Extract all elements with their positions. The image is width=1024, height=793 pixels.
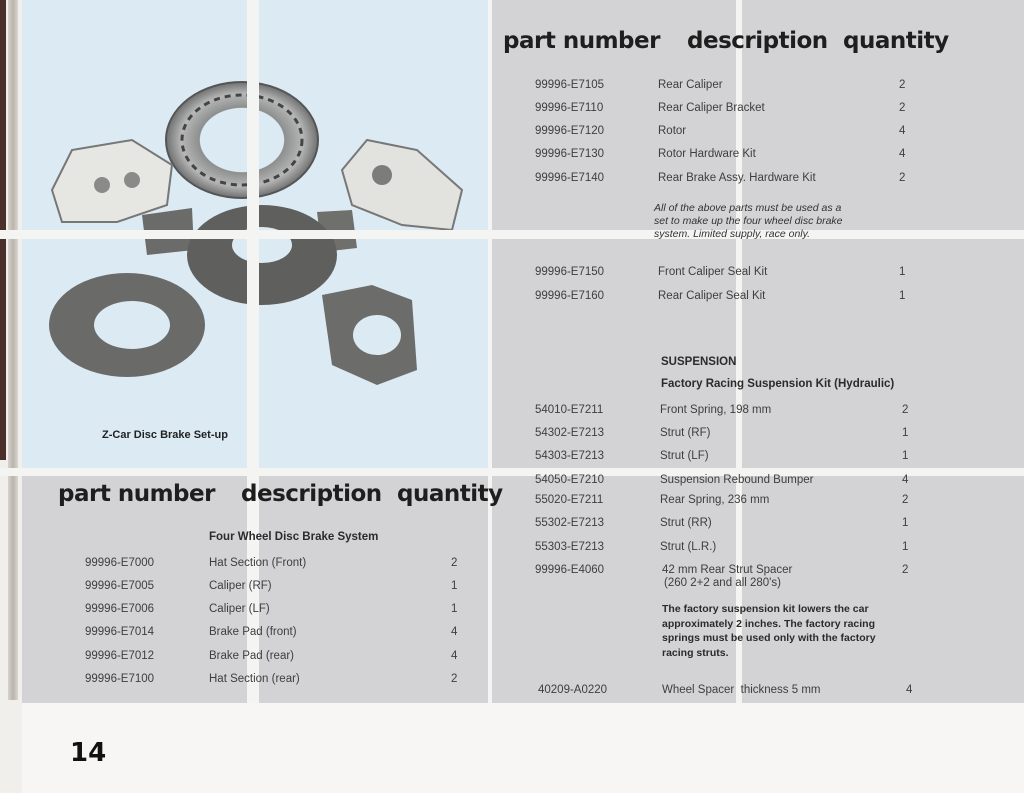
- table-row-part: 99996-E7120: [535, 125, 605, 137]
- grid-gap-vertical-2: [488, 0, 492, 703]
- table-row-qty: 1: [451, 603, 458, 615]
- table-row-qty: 4: [899, 125, 906, 137]
- table-row-desc: Front Caliper Seal Kit: [658, 266, 768, 278]
- table-row-qty: 2: [902, 404, 909, 416]
- left-caliper: [52, 140, 172, 222]
- table-row-qty: 4: [451, 650, 458, 662]
- table-row-desc: Wheel Spacer thickness 5 mm: [662, 684, 821, 696]
- grid-gap-horizontal-2: [0, 468, 1024, 476]
- table-row-qty: 1: [899, 266, 906, 278]
- table-row-qty: 2: [899, 102, 906, 114]
- table-row-desc: Rear Caliper Bracket: [658, 102, 765, 114]
- table-row-part: 99996-E7006: [85, 603, 155, 615]
- table-row-qty: 1: [902, 427, 909, 439]
- table-row-desc: Rotor Hardware Kit: [658, 148, 756, 160]
- table-row-part: 99996-E7160: [535, 290, 605, 302]
- header-part-number-right: part number: [503, 28, 660, 54]
- table-row-desc: 42 mm Rear Strut Spacer: [662, 564, 793, 576]
- table-row-qty: 2: [451, 557, 458, 569]
- table-row-part: 55302-E7213: [535, 517, 605, 529]
- table-row-qty: 4: [902, 474, 909, 486]
- table-row-part: 54010-E7211: [535, 404, 604, 416]
- table-row-part: 99996-E7014: [85, 626, 155, 638]
- table-row-desc: Rear Caliper: [658, 79, 723, 91]
- photo-caption: Z-Car Disc Brake Set-up: [102, 429, 228, 441]
- table-row-desc: Caliper (LF): [209, 603, 270, 615]
- table-row-desc: Rotor: [658, 125, 687, 137]
- table-row-desc: Strut (RR): [660, 517, 712, 529]
- grid-gap-vertical-1: [247, 0, 259, 703]
- table-row-part: 55020-E7211: [535, 494, 604, 506]
- table-row-part: 99996-E7000: [85, 557, 155, 569]
- left-section-title: Four Wheel Disc Brake System: [209, 531, 379, 543]
- table-row-desc: Rear Brake Assy. Hardware Kit: [658, 172, 816, 184]
- table-row-qty: 4: [451, 626, 458, 638]
- table-row-desc: Strut (RF): [660, 427, 711, 439]
- table-row-desc: Caliper (RF): [209, 580, 272, 592]
- table-row-qty: 1: [899, 290, 906, 302]
- table-row-qty: 1: [902, 450, 909, 462]
- suspension-heading: SUSPENSION: [661, 356, 737, 368]
- table-row-part: 99996-E7110: [535, 102, 604, 114]
- table-row-part: 54302-E7213: [535, 427, 605, 439]
- table-row-desc: Strut (LF): [660, 450, 709, 462]
- table-row-part: 99996-E4060: [535, 564, 605, 576]
- table-row-part: 99996-E7105: [535, 79, 605, 91]
- header-part-number-left: part number: [58, 481, 215, 507]
- table-row-qty: 1: [902, 541, 909, 553]
- table-row-part: 99996-E7100: [85, 673, 155, 685]
- table-row-desc: Rear Caliper Seal Kit: [658, 290, 766, 302]
- table-row-part: 99996-E7005: [85, 580, 155, 592]
- table-row-desc: Brake Pad (front): [209, 626, 297, 638]
- header-quantity-right: quantity: [843, 28, 949, 54]
- table-row-desc: Brake Pad (rear): [209, 650, 295, 662]
- table-row-part: 99996-E7130: [535, 148, 605, 160]
- suspension-kit-note: The factory suspension kit lowers the car approximately 2 inches. The factory racing springs must be used only with the factory racing struts.: [662, 603, 876, 659]
- right-caliper: [342, 140, 462, 230]
- table-row-part: 55303-E7213: [535, 541, 605, 553]
- header-quantity-left: quantity: [397, 481, 503, 507]
- table-row-desc: Rear Spring, 236 mm: [660, 494, 770, 506]
- table-row-qty: 1: [902, 517, 909, 529]
- table-row-part: 54303-E7213: [535, 450, 605, 462]
- table-row-desc: Hat Section (rear): [209, 673, 300, 685]
- table-row-part: 54050-E7210: [535, 474, 605, 486]
- rotor-disc: [166, 82, 318, 198]
- binding-edge: [0, 0, 22, 793]
- page-fold-shadow: [8, 0, 18, 700]
- table-row-qty: 2: [899, 172, 906, 184]
- table-row-desc: Hat Section (Front): [209, 557, 307, 569]
- table-row-qty: 2: [902, 564, 909, 576]
- table-row-part: 99996-E7012: [85, 650, 155, 662]
- table-row-qty: 2: [902, 494, 909, 506]
- table-row-qty: 2: [451, 673, 458, 685]
- suspension-kit-heading: Factory Racing Suspension Kit (Hydraulic): [661, 378, 895, 390]
- table-row-part: 99996-E7140: [535, 172, 605, 184]
- page-number: 14: [70, 738, 107, 768]
- header-description-right: description: [687, 28, 828, 54]
- table-row-qty: 4: [906, 684, 913, 696]
- spacer-note: (260 2+2 and all 280's): [664, 577, 781, 589]
- table-row-desc: Suspension Rebound Bumper: [660, 474, 814, 486]
- table-row-desc: Front Spring, 198 mm: [660, 404, 772, 416]
- table-row-qty: 1: [451, 580, 458, 592]
- table-row-part: 40209-A0220: [538, 684, 608, 696]
- table-row-qty: 2: [899, 79, 906, 91]
- brake-system-note: All of the above parts must be used as a set to make up the four wheel disc brake system. Limited supply, race only.: [654, 202, 843, 240]
- header-description-left: description: [241, 481, 382, 507]
- table-row-part: 99996-E7150: [535, 266, 605, 278]
- grid-gap-horizontal-1: [0, 230, 1024, 239]
- table-row-desc: Strut (L.R.): [660, 541, 717, 553]
- table-row-qty: 4: [899, 148, 906, 160]
